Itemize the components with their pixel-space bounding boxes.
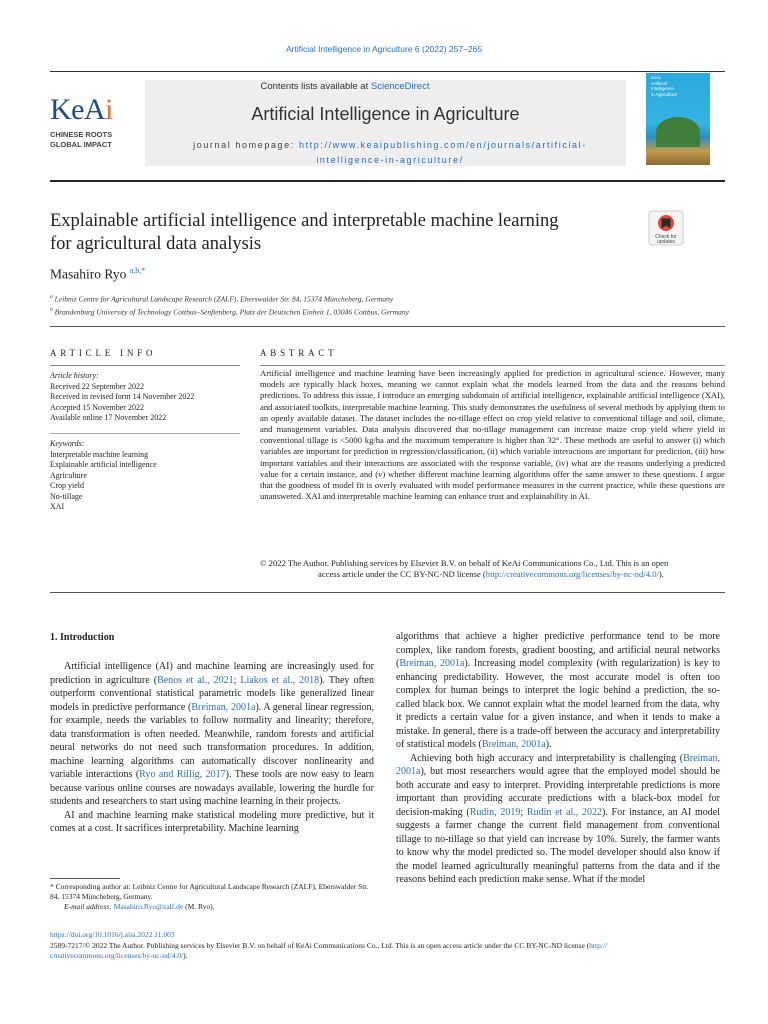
text-run: Achieving both high accuracy and interpretability is challenging (	[410, 752, 684, 764]
body-column-left	[50, 660, 374, 836]
article-title-line-2: for agricultural data analysis	[50, 234, 262, 254]
check-label-2: updates	[657, 239, 675, 245]
text-run: ). They often outperform conventional statistical parametric models like generalized linear models in predictive performance (	[50, 674, 374, 713]
citation-link[interactable]: Rudin, 2019	[469, 806, 521, 818]
paragraph	[50, 660, 374, 809]
contents-line	[145, 81, 545, 92]
history-label: Article history:	[50, 371, 99, 380]
logo-text: KeA	[50, 93, 106, 126]
article-title	[50, 210, 610, 256]
email-link[interactable]: Masahiro.Ryo@zalf.de	[113, 902, 184, 911]
cover-title-1: Artificial	[651, 80, 667, 86]
citation-link[interactable]: Breiman, 2001a	[481, 739, 546, 750]
journal-title: Artificial Intelligence in Agriculture	[251, 104, 520, 124]
author-affil-link[interactable]: a,b,*	[129, 266, 146, 275]
logo-tagline-2: GLOBAL IMPACT	[50, 140, 112, 149]
copyright-line-1: © 2022 The Author. Publishing services by Elsevier B.V. on behalf of KeAi Communications Co., Ltd. This is an open	[260, 558, 669, 568]
affil-b-mark: b	[50, 306, 53, 313]
journal-cover-image[interactable]	[646, 73, 710, 165]
text-run: ). These tools are now easy to learn because various online courses are nowadays available, lowering the hurdle for students and researchers to start using machine learning in their projects.	[50, 769, 375, 807]
email-suffix: (M. Ryo).	[183, 902, 215, 911]
author-name: Masahiro Ryo	[50, 266, 130, 282]
text-run: ). A general linear regression, for example, needs the variables to follow normality and linearity; therefore, data transformation is often needed. Meanwhile, random forests and artificial neural networks do not need such transformation procedures. In addition, machine learning algorithms can automatically discover nonlinearity and variable interactions (	[50, 701, 375, 780]
check-for-updates-icon	[648, 210, 684, 246]
citation-link[interactable]: Benos et al., 2021	[157, 674, 234, 686]
license-link-bottom-cont[interactable]: creativecommons.org/licenses/by-nc-nd/4.0/	[50, 951, 184, 961]
issn-license-line	[50, 941, 725, 961]
keyword: Crop yield	[50, 481, 84, 490]
article-info-rule	[50, 365, 240, 366]
affil-a-mark: a	[50, 294, 53, 300]
abstract-heading: ABSTRACT	[260, 348, 338, 358]
citation-link[interactable]: Ryo and Rillig, 2017	[139, 769, 226, 780]
corresponding-author-footnote	[50, 882, 374, 912]
affil-a-text: Leibniz Centre for Agricultural Landscape Research (ZALF), Eberswalder Str. 84, 15374 Müncheberg, Germany	[52, 294, 394, 304]
text-run: ;	[233, 674, 241, 686]
article-info-heading: ARTICLE INFO	[50, 348, 157, 358]
top-rule	[50, 71, 725, 72]
citation-link[interactable]: Liakos et al., 2018	[240, 674, 320, 686]
license-link[interactable]: http://creativecommons.org/licenses/by-nc-nd/4.0/	[485, 569, 659, 580]
article-title-line-1: Explainable artificial intelligence and interpretable machine learning	[50, 211, 559, 231]
keyword: Agriculture	[50, 470, 87, 480]
doi-link[interactable]: https://doi.org/10.1016/j.aiia.2022.11.003	[50, 930, 175, 939]
text-run: Artificial intelligence (AI) and machine learning are increasingly used for prediction in agriculture (	[50, 661, 374, 686]
cover-illustration	[656, 117, 700, 147]
keyword: XAI	[50, 502, 65, 511]
check-label-1: Check for	[655, 234, 677, 240]
text-run: ). Increasing model complexity (with regularization) is key to enhancing predictability. However, the most accurate model is often too complex for human beings to interpret the logic behind a prediction, the so-called black box. We cannot explain what the model learned from the data, why it predicts a certain value for a given instance, and when it tends to make a mistake. In general, there is a trade-off between the accuracy and interpretability of statistical models (	[396, 658, 720, 750]
abstract-text: Artificial intelligence and machine learning have been increasingly applied for prediction in agricultural science. However, many models are typically black boxes, meaning we cannot explain what the models learned from the data and the reasons behind predictions. To address this issue, I introduce an emerging subdomain of artificial intelligence, explainable artificial intelligence (XAI), and associated toolkits, interpretable machine learning. This study demonstrates the usefulness of several methods by applying them to an openly available dataset. The dataset includes the no-tillage effect on crop yield relative to conventional tillage and soil, climate, and management variables. Data analysis discovered that no-tillage management can increase maize crop yield where yield in conventional tillage is <5000 kg/ha and the maximum temperature is higher than 32°. These methods are useful to answer (i) which variables are important for prediction in regression/classification, (ii) which variable interactions are important for prediction, (iii) how important variables and their interactions are associated with the response variable, (iv) what are the reasons underlying a predicted value for a certain instance, and (v) whether different machine learning algorithms offer the same answer to these questions. I argue that the goodness of model fit is overly evaluated with model performance measures in the current practice, while these questions are unanswered. XAI and interpretable machine learning can enhance trust and explainability in AI.	[260, 368, 725, 502]
issn-end: ).	[183, 951, 188, 961]
journal-homepage	[170, 138, 610, 168]
abstract-copyright	[260, 558, 725, 580]
keywords	[50, 439, 240, 513]
article-history	[50, 371, 240, 424]
paragraph	[396, 752, 720, 887]
history-item: Available online 17 November 2022	[50, 413, 167, 422]
sciencedirect-link[interactable]: ScienceDirect	[370, 81, 430, 92]
citation-link[interactable]: Breiman, 2001a	[399, 658, 465, 669]
issn-text: 2589-7217/© 2022 The Author. Publishing services by Elsevier B.V. on behalf of KeAi Communications Co., Ltd. This is an open access article under the CC BY-NC-ND license (	[50, 941, 590, 950]
publisher-logo	[50, 95, 140, 150]
text-run: algorithms that achieve a higher predictive performance tend to be more complex, like random forests, gradient boosting, and artificial neural networks (	[396, 631, 720, 669]
footnote-text: Corresponding author at: Leibniz Centre for Agricultural Landscape Research (ZALF), Eberswalder Str. 84, 15374 Müncheberg, Germany.	[50, 882, 369, 901]
section-heading-introduction: 1. Introduction	[50, 632, 115, 643]
license-link-bottom[interactable]: http://	[589, 941, 608, 950]
body-column-right	[396, 630, 720, 887]
citation-link[interactable]: Breiman, 2001a	[396, 752, 720, 777]
check-for-updates-badge[interactable]	[648, 210, 684, 246]
keyword: Interpretable machine learning	[50, 449, 149, 459]
abstract-rule	[260, 365, 725, 366]
paragraph	[396, 630, 720, 752]
citation-link[interactable]: Rudin et al., 2022	[526, 806, 602, 818]
cover-title-3: in Agriculture	[651, 91, 678, 97]
history-item: Received 22 September 2022	[50, 381, 144, 391]
abstract-bottom-rule	[50, 592, 725, 593]
keywords-rule	[50, 433, 240, 434]
header-rule	[50, 180, 725, 182]
email-label: E-mail address:	[64, 902, 114, 911]
author-line	[50, 266, 145, 283]
footnote-star: *	[50, 882, 54, 891]
homepage-link-cont[interactable]: intelligence-in-agriculture/	[316, 155, 464, 165]
running-head[interactable]: Artificial Intelligence in Agriculture 6 (2022) 257–265	[285, 44, 483, 54]
history-item: Accepted 15 November 2022	[50, 402, 144, 412]
cover-title-2: Intelligence	[651, 86, 674, 91]
citation-link[interactable]: Breiman, 2001a	[191, 701, 256, 713]
footnote-rule	[50, 878, 120, 879]
affiliations	[50, 292, 610, 317]
copyright-line-2: access article under the CC BY-NC-ND license (	[318, 569, 486, 580]
history-item: Received in revised form 14 November 2022	[50, 392, 195, 401]
text-run: ), but most researchers would agree that the employed model should be both accurate and easy to interpret. Providing interpretable predictions is more important than providing accurate predictions with a black-box model for decision-making (	[396, 766, 720, 818]
text-run: ). For instance, an AI model suggests a farmer change the current field management from conventional tillage to no-tillage so that yield can increase by 10%. Surely, the farmer wants to know why the model predicted so. The model developer should also know if the model learned agriculturally meaningful patterns from the data and if the reasons behind each prediction make sense. What if the model	[396, 806, 721, 885]
contents-prefix: Contents lists available at	[260, 81, 371, 92]
copyright-line-end: ).	[658, 569, 664, 580]
logo-tagline-1: CHINESE ROOTS	[50, 130, 113, 139]
affiliation-a	[50, 292, 610, 305]
text-run: ).	[545, 739, 552, 750]
affil-b-text: Brandenburg University of Technology Cottbus–Senftenberg, Platz der Deutschen Einheit 1, 03046 Cottbus, Germany	[52, 307, 409, 316]
keyword: No-tillage	[50, 491, 83, 501]
homepage-label: journal homepage:	[193, 140, 299, 150]
logo-text-i: i	[105, 93, 113, 126]
keyword: Explainable artificial intelligence	[50, 460, 157, 469]
paragraph: AI and machine learning make statistical modeling more predictive, but it comes at a cost. It sacrifices interpretability. Machine learning	[50, 809, 374, 834]
affil-rule	[50, 326, 725, 327]
text-run: ;	[520, 806, 527, 818]
affiliation-b	[50, 305, 610, 318]
cover-publisher: KeAi	[651, 75, 661, 80]
homepage-link[interactable]: http://www.keaipublishing.com/en/journals/artificial-	[298, 140, 587, 150]
keywords-label: Keywords:	[50, 439, 85, 448]
